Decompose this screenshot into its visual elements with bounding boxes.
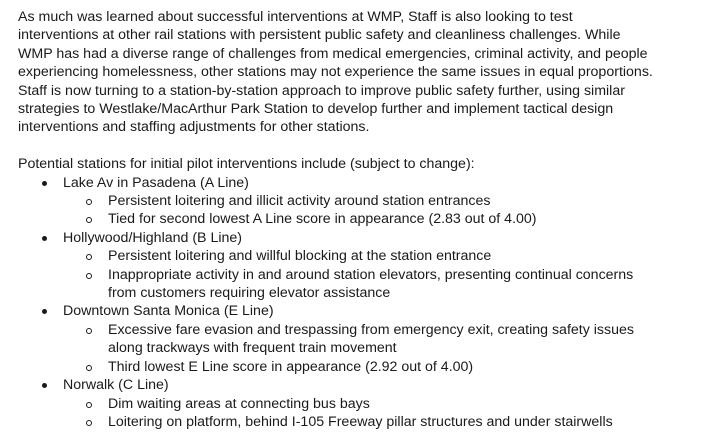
issue-item — [63, 395, 700, 413]
intro-line: interventions at other rail stations with persistent public safety and cleanliness challenges. While — [18, 27, 621, 44]
station-issues — [63, 395, 700, 432]
station-issues — [63, 247, 700, 302]
paragraph-spacer — [18, 137, 700, 155]
intro-line: interventions and staffing adjustments for other stations. — [18, 119, 370, 136]
issue-item — [63, 358, 700, 376]
bullet-circle-icon — [86, 273, 92, 279]
intro-line: experiencing homelessness, other stations may not experience the same issues in equal proportions. — [18, 64, 653, 81]
intro-paragraph — [18, 8, 700, 137]
issue-text: Excessive fare evasion and trespassing from emergency exit, creating safety issues — [108, 321, 634, 338]
list-intro — [18, 155, 700, 173]
bullet-circle-icon — [86, 365, 92, 371]
issue-item — [63, 210, 700, 228]
station-name: Hollywood/Highland (B Line) — [63, 229, 243, 246]
document-body — [18, 8, 700, 431]
intro-line: strategies to Westlake/MacArthur Park Station to develop further and implement tactical design — [18, 101, 614, 118]
station-issues — [63, 192, 700, 229]
station-item — [18, 376, 700, 431]
intro-line: WMP has had a diverse range of challenges from medical emergencies, criminal activity, and people — [18, 45, 648, 62]
station-item — [18, 302, 700, 376]
issue-item — [63, 192, 700, 210]
issue-text: Persistent loitering and willful blocking at the station entrance — [108, 248, 492, 265]
issue-item — [63, 413, 700, 431]
bullet-dot-icon — [42, 383, 47, 388]
station-name: Norwalk (C Line) — [63, 377, 169, 394]
intro-line: As much was learned about successful interventions at WMP, Staff is also looking to test — [18, 9, 573, 25]
station-list — [18, 174, 700, 432]
issue-item — [63, 266, 700, 303]
bullet-circle-icon — [86, 402, 92, 408]
issue-text: Third lowest E Line score in appearance (2.92 out of 4.00) — [108, 358, 474, 375]
issue-text-continued: along trackways with frequent train movement — [108, 340, 397, 357]
station-name: Lake Av in Pasadena (A Line) — [63, 174, 249, 191]
station-name: Downtown Santa Monica (E Line) — [63, 303, 274, 320]
station-issues — [63, 321, 700, 376]
issue-item — [63, 247, 700, 265]
bullet-circle-icon — [86, 328, 92, 334]
intro-line: Staff is now turning to a station-by-station approach to improve public safety further, using similar — [18, 82, 625, 99]
bullet-circle-icon — [86, 254, 92, 260]
station-item — [18, 174, 700, 229]
bullet-circle-icon — [86, 199, 92, 205]
bullet-circle-icon — [86, 420, 92, 426]
issue-text: Loitering on platform, behind I-105 Freeway pillar structures and under stairwells — [108, 413, 613, 430]
issue-text: Dim waiting areas at connecting bus bays — [108, 395, 370, 412]
bullet-dot-icon — [42, 236, 47, 241]
issue-text: Persistent loitering and illicit activity around station entrances — [108, 193, 491, 210]
issue-item — [63, 321, 700, 358]
bullet-dot-icon — [42, 309, 47, 314]
station-item — [18, 229, 700, 303]
bullet-circle-icon — [86, 217, 92, 223]
issue-text: Tied for second lowest A Line score in appearance (2.83 out of 4.00) — [108, 211, 537, 228]
list-intro-text: Potential stations for initial pilot interventions include (subject to change): — [18, 156, 475, 173]
bullet-dot-icon — [42, 181, 47, 186]
issue-text: Inappropriate activity in and around station elevators, presenting continual concerns — [108, 266, 634, 283]
issue-text-continued: from customers requiring elevator assistance — [108, 285, 391, 302]
